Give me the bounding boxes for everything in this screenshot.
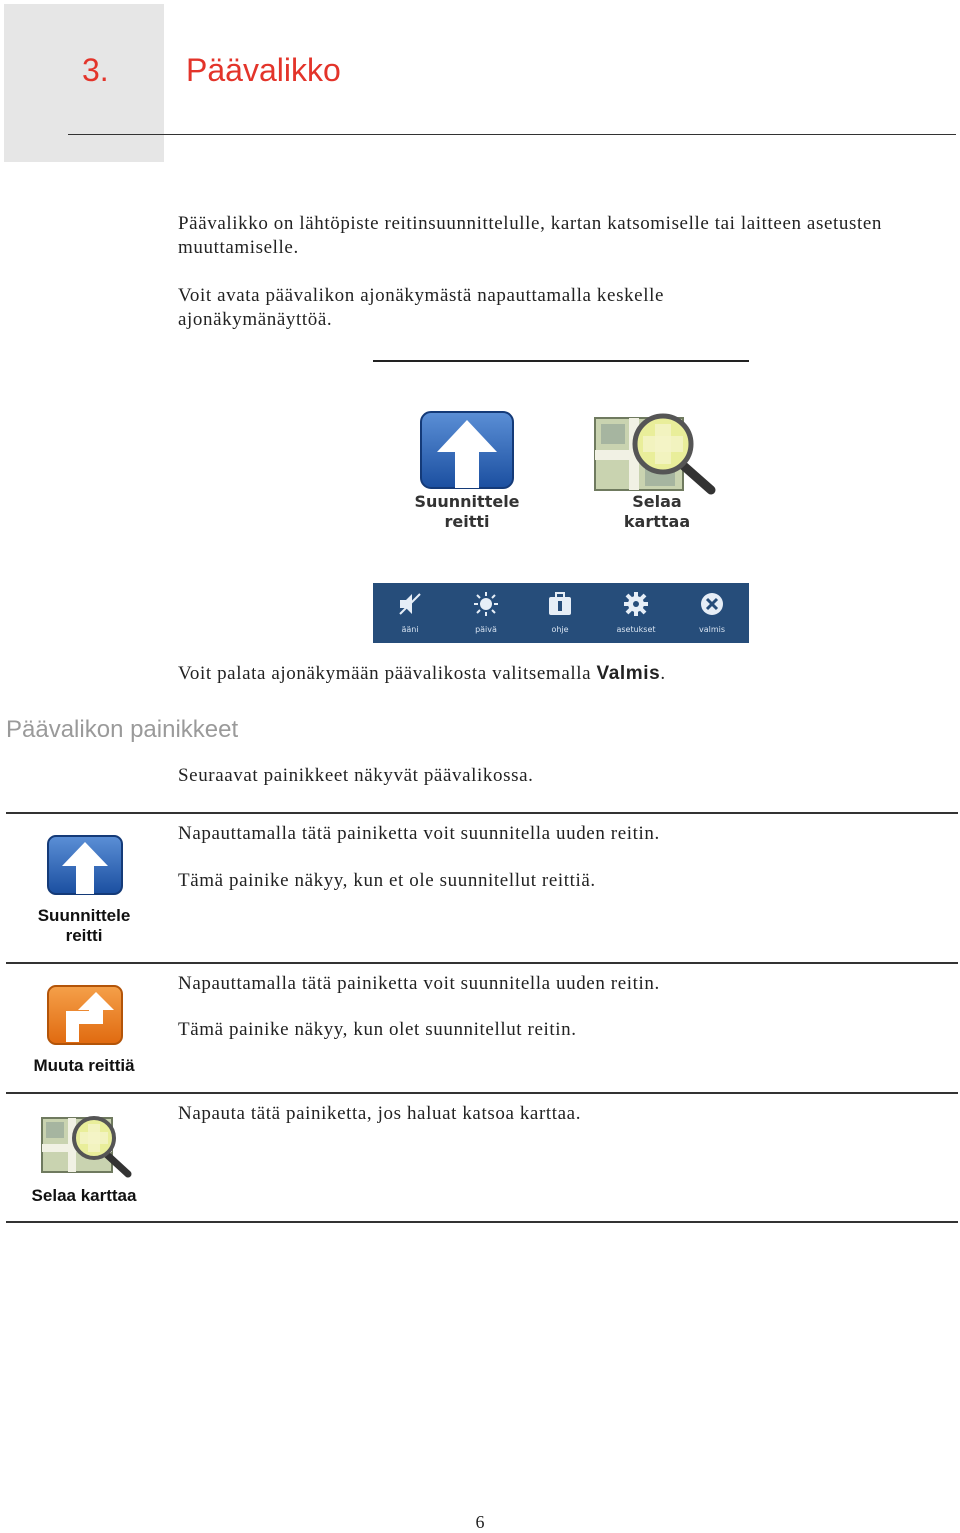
plan-route-button-icon xyxy=(46,834,124,896)
intro-paragraph-2: Voit avata päävalikon ajonäkymästä napauttamalla keskelle ajonäkymänäyttöä. xyxy=(178,285,664,330)
table-bottom-divider xyxy=(6,1221,958,1223)
change-route-button-label: Muuta reittiä xyxy=(33,1056,135,1075)
row-divider xyxy=(6,962,958,964)
plan-route-icon xyxy=(419,410,515,490)
speaker-muted-icon xyxy=(396,591,424,617)
change-route-desc-2: Tämä painike näkyy, kun olet suunnitellut reitin. xyxy=(178,1019,577,1040)
toolbar-sound: ääni xyxy=(379,591,441,634)
screen-plan-route-label: Suunnittele reitti xyxy=(414,492,520,531)
sun-icon xyxy=(472,591,500,617)
browse-map-icon xyxy=(591,406,719,496)
plan-route-button-label: Suunnittele reitti xyxy=(37,906,131,945)
page-number: 6 xyxy=(475,1512,485,1532)
browse-map-button-label: Selaa karttaa xyxy=(31,1186,137,1205)
change-route-button-icon xyxy=(46,984,124,1046)
browse-map-desc: Napauta tätä painiketta, jos haluat katsoa karttaa. xyxy=(178,1103,582,1124)
screen-browse-map-label: Selaa karttaa xyxy=(623,492,691,531)
main-menu-screenshot xyxy=(373,360,749,643)
row-divider xyxy=(6,1092,958,1094)
title-divider xyxy=(68,134,956,135)
row-divider xyxy=(6,812,958,814)
plan-route-desc-1: Napauttamalla tätä painiketta voit suunnitella uuden reitin. xyxy=(178,823,660,844)
chapter-title: Päävalikko xyxy=(186,52,341,88)
screen-toolbar xyxy=(373,583,749,643)
gear-icon xyxy=(622,591,650,617)
close-icon xyxy=(698,591,726,617)
change-route-desc-1: Napauttamalla tätä painiketta voit suunnitella uuden reitin. xyxy=(178,973,660,994)
toolbar-done: valmis xyxy=(681,591,743,634)
first-aid-kit-icon xyxy=(546,591,574,617)
toolbar-help: ohje xyxy=(529,591,591,634)
return-instruction: Voit palata ajonäkymään päävalikosta valitsemalla Valmis. xyxy=(178,663,666,684)
section-intro: Seuraavat painikkeet näkyvät päävalikossa. xyxy=(178,765,534,786)
toolbar-settings: asetukset xyxy=(605,591,667,634)
plan-route-desc-2: Tämä painike näkyy, kun et ole suunnitellut reittiä. xyxy=(178,870,596,891)
browse-map-button-icon xyxy=(38,1108,134,1178)
intro-paragraph-1: Päävalikko on lähtöpiste reitinsuunnittelulle, kartan katsomiselle tai laitteen asetusten muuttamiselle. xyxy=(178,213,882,258)
section-heading: Päävalikon painikkeet xyxy=(6,716,239,743)
chapter-number: 3. xyxy=(82,52,109,88)
toolbar-day: päivä xyxy=(455,591,517,634)
